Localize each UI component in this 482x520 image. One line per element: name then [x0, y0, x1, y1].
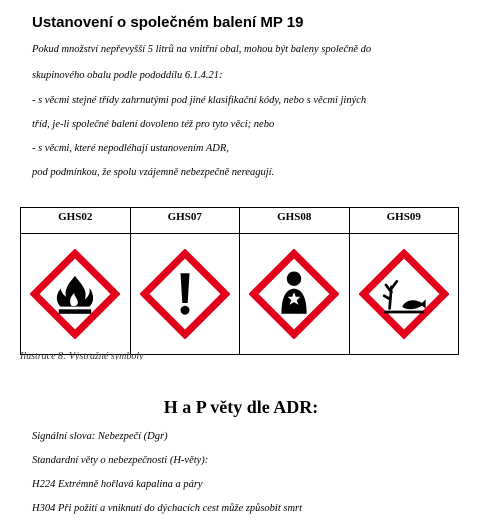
paragraph-line: pod podmínkou, že spolu vzájemně nebezpečně nereagují. — [32, 167, 275, 178]
table-row — [21, 234, 459, 355]
paragraph-line: - s věcmi stejné třídy zahrnutými pod jiné klasifikační kódy, nebo s věcmi jiných — [32, 95, 367, 106]
section-title: Ustanovení o společném balení MP 19 — [32, 14, 304, 31]
table-header-cell: GHS09 — [349, 208, 459, 234]
paragraph-line: tříd, je-li společné balení dovoleno též pro tyto věci; nebo — [32, 119, 275, 130]
health-hazard-pictogram-icon — [249, 249, 339, 339]
paragraph-line: - s věcmi, které nepodléhají ustanovením ADR, — [32, 143, 229, 154]
table-cell — [21, 234, 131, 355]
text-line: H304 Při požití a vniknutí do dýchacích cest může způsobit smrt — [32, 503, 303, 514]
paragraph-line: Pokud množství nepřevyšší 5 litrů na vnitřní obal, mohou být baleny společně do — [32, 44, 372, 55]
text-line: Standardní věty o nebezpečnosti (H-věty): — [32, 455, 209, 466]
text-line: H224 Extrémně hořlavá kapalina a páry — [32, 479, 203, 490]
flame-pictogram-icon — [30, 249, 120, 339]
table-header-row — [21, 208, 459, 234]
table-cell — [240, 234, 350, 355]
ghs-pictogram-table — [20, 207, 459, 355]
section-heading: H a P věty dle ADR: — [163, 397, 319, 417]
paragraph-line: skupinového obalu podle pododdílu 6.1.4.21: — [32, 70, 223, 81]
table-header-cell: GHS02 — [21, 208, 131, 234]
text-line: Signální slova: Nebezpečí (Dgr) — [32, 431, 168, 442]
exclamation-pictogram-icon — [140, 249, 230, 339]
table-header-cell: GHS07 — [130, 208, 240, 234]
table-cell — [349, 234, 459, 355]
table-cell — [130, 234, 240, 355]
figure-caption: Ilustrace 8: Výstražné symboly — [20, 352, 144, 360]
environment-pictogram-icon — [359, 249, 449, 339]
table-header-cell: GHS08 — [240, 208, 350, 234]
